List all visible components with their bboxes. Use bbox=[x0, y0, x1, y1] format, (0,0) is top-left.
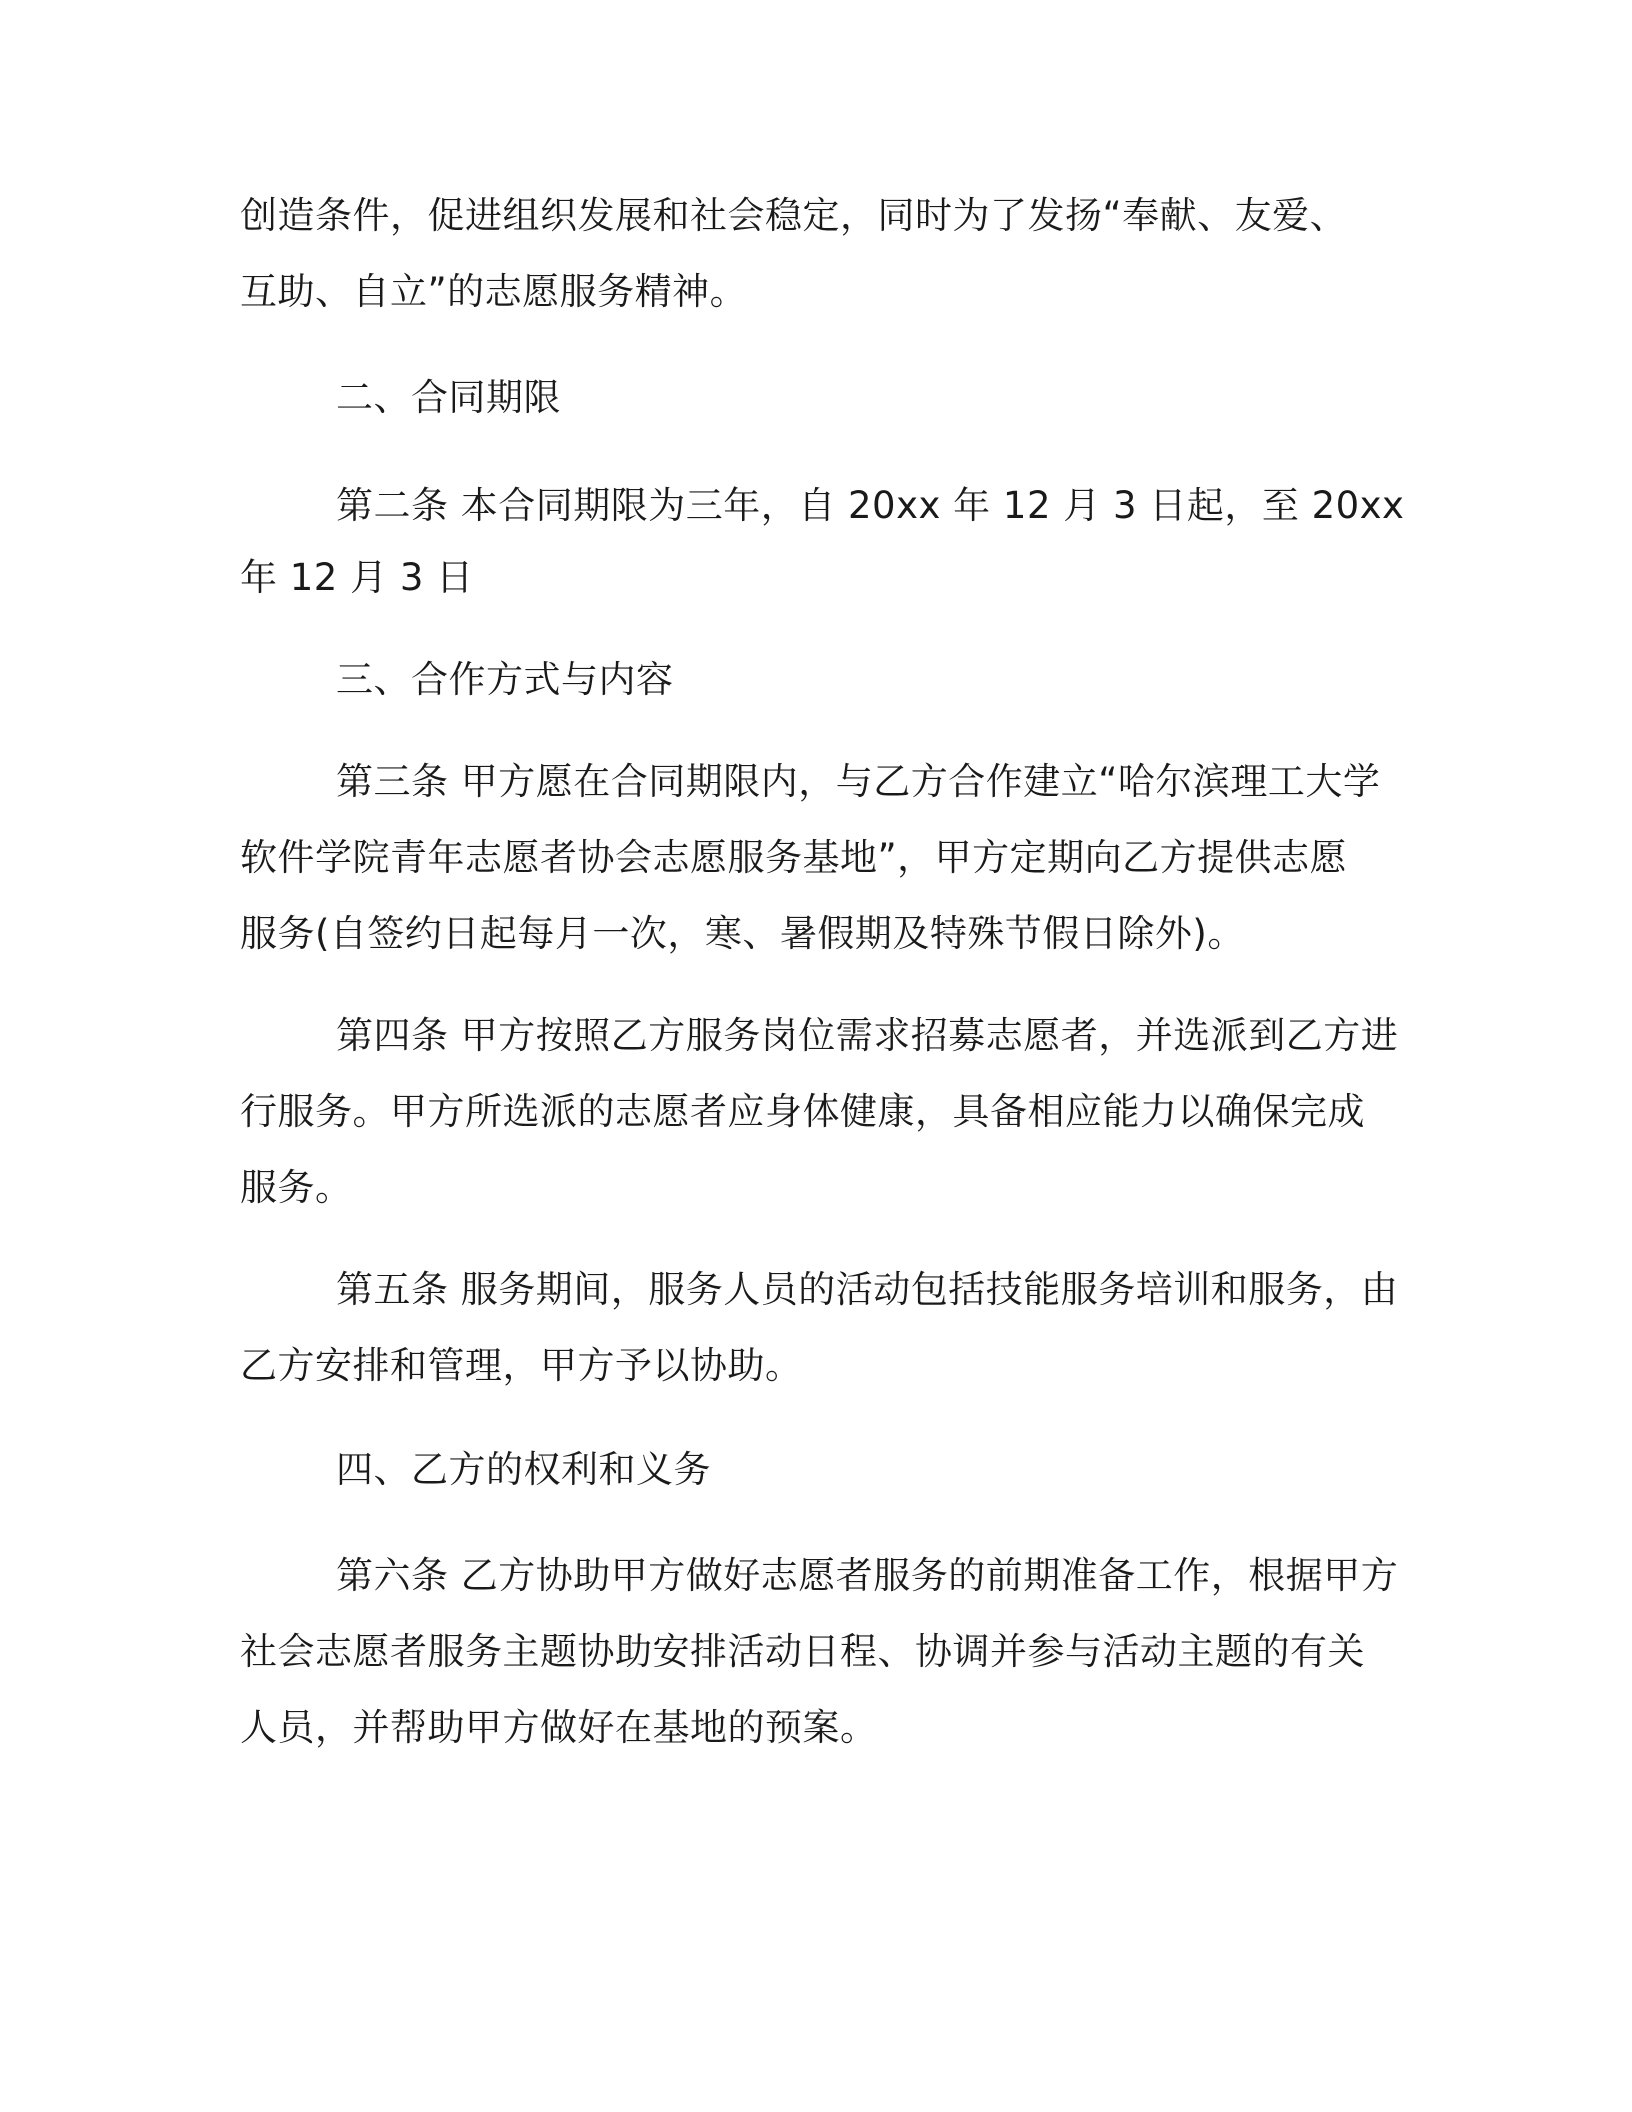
text-line: 创造条件，促进组织发展和社会稳定，同时为了发扬“奉献、友爱、 bbox=[240, 194, 1348, 237]
section-heading: 四、乙方的权利和义务 bbox=[336, 1448, 711, 1491]
text-line: 第四条 甲方按照乙方服务岗位需求招募志愿者，并选派到乙方进 bbox=[336, 1014, 1399, 1057]
text-line: 服务。 bbox=[240, 1166, 353, 1209]
text-line: 互助、自立”的志愿服务精神。 bbox=[240, 270, 748, 313]
section-heading: 三、合作方式与内容 bbox=[336, 658, 674, 701]
text-line: 社会志愿者服务主题协助安排活动日程、协调并参与活动主题的有关 bbox=[240, 1630, 1365, 1673]
text-line: 软件学院青年志愿者协会志愿服务基地”，甲方定期向乙方提供志愿 bbox=[240, 836, 1348, 879]
section-heading: 二、合同期限 bbox=[336, 376, 561, 419]
text-line: 第二条 本合同期限为三年，自 20xx 年 12 月 3 日起，至 20xx bbox=[336, 484, 1405, 527]
text-line: 年 12 月 3 日 bbox=[240, 556, 474, 599]
text-line: 第三条 甲方愿在合同期限内，与乙方合作建立“哈尔滨理工大学 bbox=[336, 760, 1381, 803]
text-line: 第五条 服务期间，服务人员的活动包括技能服务培训和服务，由 bbox=[336, 1268, 1399, 1311]
text-line: 行服务。甲方所选派的志愿者应身体健康，具备相应能力以确保完成 bbox=[240, 1090, 1365, 1133]
text-line: 人员，并帮助甲方做好在基地的预案。 bbox=[240, 1706, 878, 1749]
text-line: 第六条 乙方协助甲方做好志愿者服务的前期准备工作，根据甲方 bbox=[336, 1554, 1399, 1597]
text-line: 乙方安排和管理，甲方予以协助。 bbox=[240, 1344, 803, 1387]
text-line: 服务(自签约日起每月一次，寒、暑假期及特殊节假日除外)。 bbox=[240, 912, 1245, 955]
